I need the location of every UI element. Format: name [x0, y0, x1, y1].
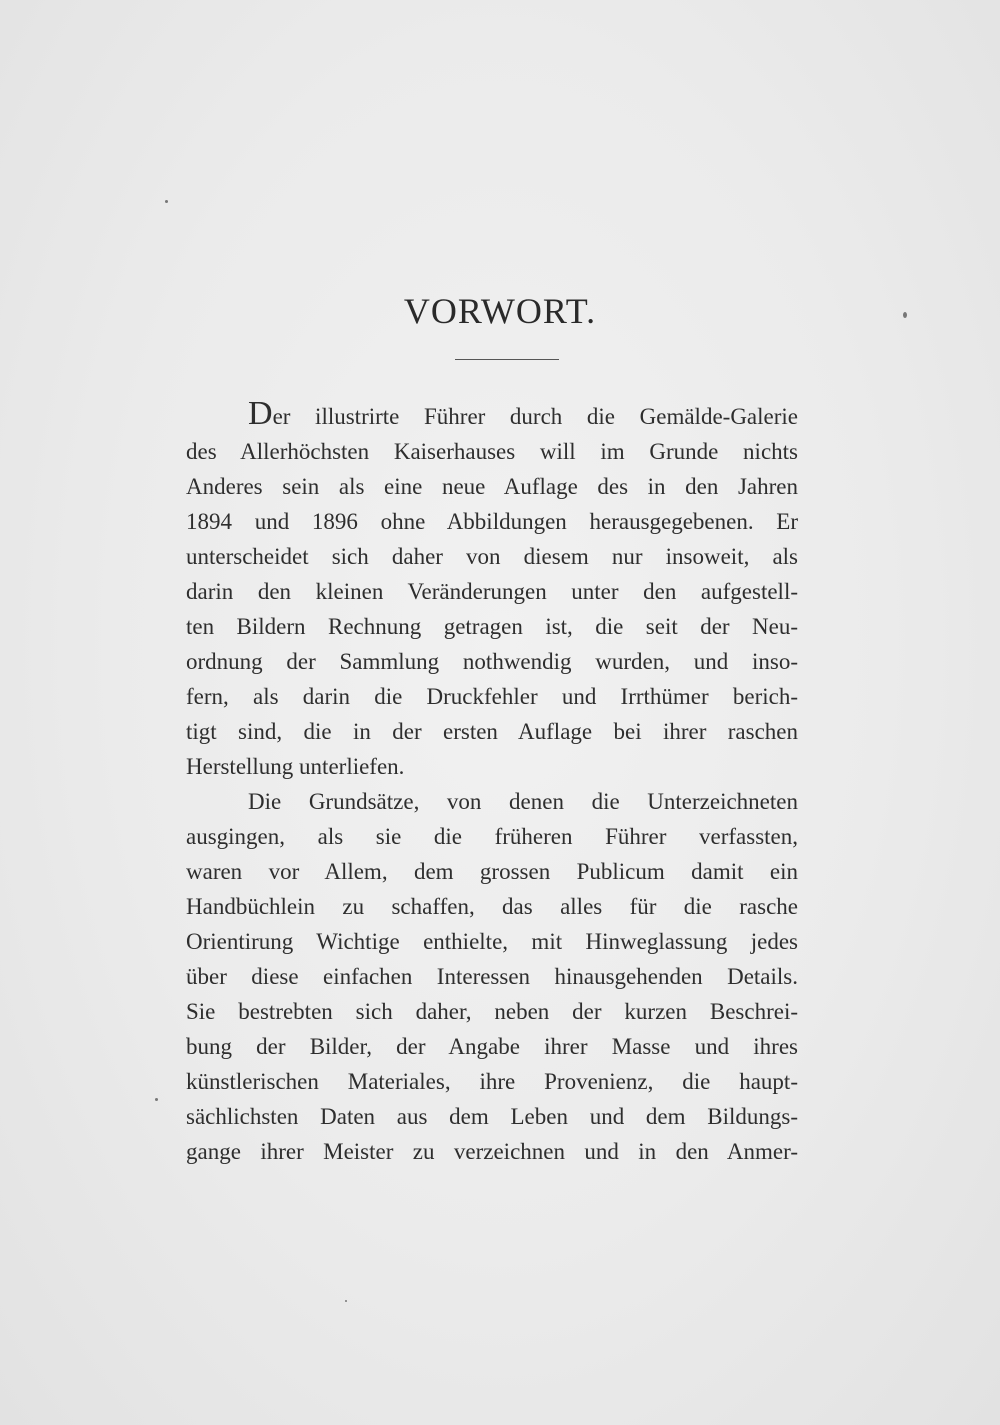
text-line: fern, als darin die Druckfehler und Irrthümer berich- [186, 684, 798, 709]
text-line: 1894 und 1896 ohne Abbildungen herausgegebenen. Er [186, 509, 798, 534]
text-line: des Allerhöchsten Kaiserhauses will im Grunde nichts [186, 439, 798, 464]
paper-speck [345, 1300, 347, 1302]
text-line: bung der Bilder, der Angabe ihrer Masse und ihres [186, 1034, 798, 1059]
paper-speck [155, 1098, 158, 1101]
text-line: Handbüchlein zu schaffen, das alles für die rasche [186, 894, 798, 919]
text-line: Die Grundsätze, von denen die Unterzeichneten [248, 789, 798, 814]
text-line: ordnung der Sammlung nothwendig wurden, und inso- [186, 649, 798, 674]
title-divider [455, 359, 559, 360]
body-text [186, 396, 798, 1169]
text-line: darin den kleinen Veränderungen unter den aufgestell- [186, 579, 798, 604]
text-line: tigt sind, die in der ersten Auflage bei ihrer raschen [186, 719, 798, 744]
text-line: Anderes sein als eine neue Auflage des in den Jahren [186, 474, 798, 499]
text-line: künstlerischen Materiales, ihre Provenienz, die haupt- [186, 1069, 798, 1094]
text-line: Orientirung Wichtige enthielte, mit Hinweglassung jedes [186, 929, 798, 954]
text-line: Der illustrirte Führer durch die Gemälde-Galerie [248, 395, 798, 432]
text-line: Sie bestrebten sich daher, neben der kurzen Beschrei- [186, 999, 798, 1024]
text-line: gange ihrer Meister zu verzeichnen und in den Anmer- [186, 1139, 798, 1164]
paper-speck [903, 312, 907, 318]
page-title: VORWORT. [403, 291, 597, 331]
text-line: ausgingen, als sie die früheren Führer verfassten, [186, 824, 798, 849]
text-line: Herstellung unterliefen. [186, 754, 405, 779]
paper-speck [165, 200, 168, 203]
text-line: sächlichsten Daten aus dem Leben und dem Bildungs- [186, 1104, 798, 1129]
text-line: ten Bildern Rechnung getragen ist, die seit der Neu- [186, 614, 798, 639]
text-line: über diese einfachen Interessen hinausgehenden Details. [186, 964, 798, 989]
text-line: waren vor Allem, dem grossen Publicum damit ein [186, 859, 798, 884]
text-line: unterscheidet sich daher von diesem nur insoweit, als [186, 544, 798, 569]
drop-cap: D [248, 395, 273, 432]
